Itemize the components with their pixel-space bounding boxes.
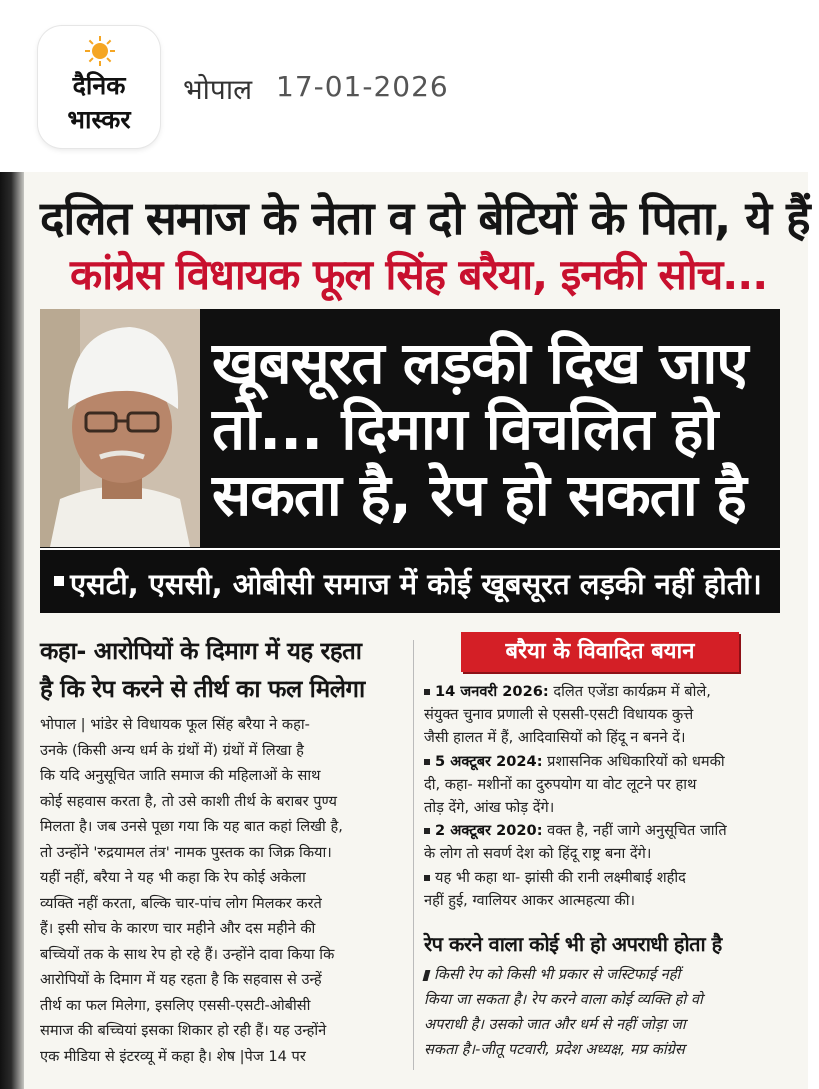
controversial-statements-tag: बरैया के विवादित बयान: [461, 632, 739, 672]
headline-line-1: दलित समाज के नेता व दो बेटियों के पिता, ये हैं: [40, 191, 810, 245]
list-item-line: [424, 750, 794, 773]
list-item-line: दी, कहा- मशीनों का दुरुपयोग या वोट लूटने पर हाथ: [424, 775, 697, 793]
square-bullet-icon: [424, 759, 430, 765]
square-bullet-icon: [424, 875, 430, 881]
body-line: कि यदि अनुसूचित जाति समाज की महिलाओं के साथ: [40, 767, 321, 784]
list-item-line: [424, 819, 794, 842]
left-column-body: [40, 712, 410, 1069]
edition-date: 17-01-2026: [276, 70, 449, 103]
body-line: मिलता है। जब उनसे पूछा गया कि यह बात कहां लिखी है,: [40, 818, 343, 835]
list-item-line: [424, 680, 794, 703]
statement-text: दलित एजेंडा कार्यक्रम में बोले,: [548, 683, 711, 700]
body-line: बच्चियों तक के साथ रेप हो रहे हैं। उन्होंने दावा किया कि: [40, 945, 335, 963]
dainik-bhaskar-logo[interactable]: [38, 26, 160, 148]
body-line: उनके (किसी अन्य धर्म के ग्रंथों में) ग्रंथों में लिखा है: [40, 741, 304, 759]
body-line: भोपाल | भांडेर से विधायक फूल सिंह बरैया ने कहा-: [40, 716, 310, 733]
statement-text: प्रशासनिक अधिकारियों को धमकी: [542, 752, 725, 770]
pull-quote-line: तो... दिमाग विचलित हो: [212, 395, 718, 463]
body-line: तो उन्होंने 'रुद्रयामल तंत्र' नामक पुस्तक का जिक्र किया।: [40, 843, 332, 861]
heading-line: कहा- आरोपियों के दिमाग में यह रहता: [40, 637, 362, 665]
body-line: समाज की बच्चियां इसका शिकार हो रही हैं। यह उन्होंने: [40, 1022, 327, 1039]
city-label: भोपाल: [183, 73, 253, 106]
reaction-heading: रेप करने वाला कोई भी हो अपराधी होता है: [424, 932, 722, 956]
quote-line: [424, 962, 794, 987]
column-divider: [413, 640, 414, 1070]
logo-text-dainik: दैनिक: [72, 71, 126, 100]
sun-icon: [85, 36, 115, 66]
list-item-line: के लोग तो सवर्ण देश को हिंदू राष्ट्र बना देंगे।: [424, 845, 652, 863]
reaction-quote: [424, 962, 794, 1062]
body-line: व्यक्ति नहीं करता, बल्कि चार-पांच लोग मिलकर करते: [40, 894, 322, 912]
body-line: कोई सहवास करता है, तो उसे काशी तीर्थ के बराबर पुण्य: [40, 792, 337, 810]
statement-text: वक्त है, नहीं जागे अनुसूचित जाति: [542, 822, 727, 840]
mla-photo: [40, 309, 200, 547]
heading-line: है कि रेप करने से तीर्थ का फल मिलेगा: [40, 675, 365, 703]
body-line: तीर्थ का फल मिलेगा, इसलिए एससी-एसटी-ओबीसी: [40, 996, 311, 1014]
portrait-illustration: [40, 309, 200, 547]
quote-text: किसी रेप को किसी भी प्रकार से जस्टिफाई नहीं: [434, 966, 681, 983]
pull-quote-line: सकता है, रेप हो सकता है: [212, 461, 746, 529]
body-line: हैं। इसी सोच के कारण चार महीने और दस महीने की: [40, 920, 316, 937]
list-item-line: [424, 866, 794, 889]
quote-line: अपराधी है। उसको जात और धर्म से नहीं जोड़ा जा: [424, 1016, 686, 1033]
statement-date: 14 जनवरी 2026:: [435, 683, 549, 700]
subheadline-strip: [40, 548, 780, 613]
left-column-heading: [40, 632, 420, 708]
quote-line: सकता है।-जीतू पटवारी, प्रदेश अध्यक्ष, मप्र कांग्रेस: [424, 1041, 685, 1058]
logo-text-bhaskar: भास्कर: [67, 105, 131, 134]
list-item-line: संयुक्त चुनाव प्रणाली से एससी-एसटी विधायक कुत्ते: [424, 706, 694, 724]
statement-date: 2 अक्टूबर 2020:: [435, 822, 543, 840]
pull-quote: [212, 330, 772, 528]
body-line: एक मीडिया से इंटरव्यू में कहा है। शेष |पेज 14 पर: [40, 1047, 306, 1065]
square-bullet-icon: [54, 576, 64, 586]
body-line: यहीं नहीं, बरैया ने यह भी कहा कि रेप कोई अकेला: [40, 869, 306, 886]
statement-text: यह भी कहा था- झांसी की रानी लक्ष्मीबाई शहीद: [435, 868, 686, 886]
app-header: [0, 0, 819, 160]
list-item-line: तोड़ देंगे, आंख फोड़ देंगे।: [424, 799, 555, 817]
list-item-line: नहीं हुई, ग्वालियर आकर आत्महत्या की।: [424, 891, 636, 909]
subheadline-text: एसटी, एससी, ओबीसी समाज में कोई खूबसूरत लड़की नहीं होती।: [70, 567, 762, 601]
list-item-line: जैसी हालत में हैं, आदिवासियों को हिंदू न बनने दें।: [424, 729, 686, 747]
square-bullet-icon: [424, 828, 430, 834]
body-line: आरोपियों के दिमाग में यह रहता है कि सहवास से उन्हें: [40, 971, 322, 988]
statements-list: [424, 680, 794, 912]
quote-line: किया जा सकता है। रेप करने वाला कोई व्यक्ति हो वो: [424, 991, 703, 1008]
quote-marker-icon: [423, 970, 431, 981]
pull-quote-line: खूबसूरत लड़की दिख जाए: [212, 329, 748, 397]
square-bullet-icon: [424, 689, 430, 695]
statement-date: 5 अक्टूबर 2024:: [435, 752, 543, 770]
headline-line-2: कांग्रेस विधायक फूल सिंह बरैया, इनकी सोच...: [70, 250, 768, 299]
